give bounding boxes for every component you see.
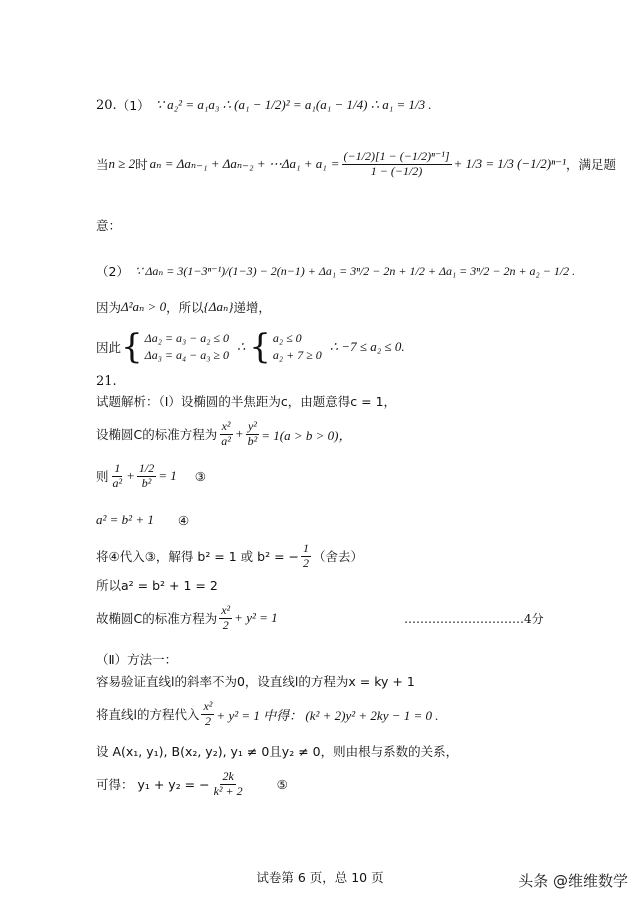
q20-satisfies: ，满足题 xyxy=(565,157,616,173)
q20-therefore: 因此 xyxy=(96,340,122,355)
q20-when-suffix: 时 xyxy=(135,157,148,173)
q21-frac-1-a2: $\frac{1}{\text{a²}}$ xyxy=(112,461,123,490)
q20-part2-line xyxy=(96,262,575,280)
q21-mark-5: ⑤ xyxy=(276,776,288,792)
q20-because-text: 因为 xyxy=(96,300,122,315)
q21-line4-text: a² = b² + 1 xyxy=(96,512,154,527)
q20-conclusion: ∴ −7 ≤ a₂ ≤ 0. xyxy=(329,339,405,354)
q21-line-1 xyxy=(96,392,396,410)
q21-number-line xyxy=(96,374,117,389)
q21-frac-1-2: $\frac{1}{2}$ xyxy=(303,541,309,570)
q20-big-frac-den: 1 − (−1/2) xyxy=(370,163,423,178)
q21-line-8 xyxy=(96,672,415,690)
q21-line9-pre: 将直线l的方程代入 xyxy=(96,707,200,723)
q21-line2-post: = 1(a > b > 0)， xyxy=(261,427,352,443)
q20-because-math: Δ²aₙ > 0 xyxy=(121,299,167,314)
q20-therefore-line: 因此 { Δa₂ = a₃ − a₂ ≤ 0 Δa₃ = a₄ − a₃ ≥ 0 ∴ { a₂ ≤ 0 a₂ + 7 ≥ 0 ∴ −7 ≤ a₂ ≤ 0. xyxy=(96,327,405,367)
q21-line-2: 设椭圆C的标准方程为 $\frac{\text{x²}}{\text{a²}}$ + $\frac{\text{y²}}{\text{b²}}$ = 1(a > b > 0)， xyxy=(96,419,352,448)
q20-because-end: 递增， xyxy=(233,300,271,315)
q20-because-mid: ，所以 xyxy=(166,300,204,315)
q20-when-prefix: 当 xyxy=(96,157,109,173)
q20-system-1 xyxy=(145,330,229,364)
q21-score-dots: …………………………4分 xyxy=(404,612,544,626)
q20-sys2-b: a₂ + 7 ≥ 0 xyxy=(272,348,322,362)
q20-sum-expr: aₙ = Δaₙ₋₁ + Δaₙ₋₂ + ⋯Δa₁ + a₁ xyxy=(149,156,327,172)
q21-line7-pre: 故椭圆C的标准方程为 xyxy=(96,611,218,627)
q21-line7-post: + y² = 1 xyxy=(234,610,278,626)
q20-result: 1/3 (−1/2)ⁿ⁻¹ xyxy=(497,156,566,172)
q21-frac-half-b2: $\frac{1/2}{\text{b²}}$ xyxy=(138,461,155,490)
q20-sys2-a: a₂ ≤ 0 xyxy=(272,331,302,346)
q21-mark-3: ③ xyxy=(194,468,206,484)
q21-line11-pre: 可得： y₁ + y₂ = − xyxy=(96,777,210,793)
q20-sys1-a: Δa₂ = a₃ − a₂ ≤ 0 xyxy=(144,331,229,346)
q20-big-fraction xyxy=(342,150,452,179)
q21-line-6 xyxy=(96,576,218,594)
q20-part2-expr: ∵ Δaₙ = 3(1−3ⁿ⁻¹)/(1−3) − 2(n−1) + Δa₁ = 3ⁿ/2 − 2n + 1/2 + Δa₁ = 3ⁿ/2 − 2n + a₂ − 1/2 . xyxy=(134,263,576,278)
q21-line-5 xyxy=(96,542,363,571)
q21-frac-y2-b2: $\frac{\text{y²}}{\text{b²}}$ xyxy=(247,419,258,448)
q20-when-cond: n ≥ 2 xyxy=(108,156,136,172)
q21-line-11 xyxy=(96,770,288,799)
q21-frac-2k xyxy=(212,770,245,799)
q21-line-10 xyxy=(96,742,458,760)
q20-plus-third: + 1/3 = xyxy=(453,156,495,172)
q21-line-9 xyxy=(96,700,439,729)
q21-number: 21. xyxy=(96,374,117,389)
q20-system-2 xyxy=(273,330,322,364)
q21-line3-post: = 1 xyxy=(158,468,177,484)
q21-part2-label: （Ⅱ）方法一： xyxy=(96,652,178,667)
q21-line2-pre: 设椭圆C的标准方程为 xyxy=(96,427,218,443)
q20-because-set: {Δaₙ} xyxy=(203,299,234,314)
q20-part1-line xyxy=(96,96,432,114)
q20-yi-line xyxy=(96,216,121,234)
q21-mark-4: ④ xyxy=(177,512,190,528)
q20-because-line xyxy=(96,298,271,316)
q20-part1-label: （1） xyxy=(116,98,150,113)
q20-formula-line: 当 n ≥ 2 时 aₙ = Δaₙ₋₁ + Δaₙ₋₂ + ⋯Δa₁ + a₁ = $\frac{\text{(−1/2)[1 − (−1/2)ⁿ⁻¹]}}{1 - (-1/2)}$ + 1/3 = 1/3 (−1/2)ⁿ⁻¹ ，满足题 xyxy=(96,149,616,178)
q21-part2-line xyxy=(96,650,177,668)
q21-line5-post: （舍去） xyxy=(313,549,364,565)
q21-frac-x2-2b: $\frac{\text{x²}}{2}$ xyxy=(203,699,213,728)
q21-frac11-num: 2k xyxy=(222,769,234,783)
q21-frac11-den: k² + 2 xyxy=(213,783,243,798)
q21-line9-post: + y² = 1 中得： (k² + 2)y² + 2ky − 1 = 0 . xyxy=(216,707,439,723)
q20-part1-math: ∵ a₂² = a₁a₃ ∴ (a₁ − 1/2)² = a₁(a₁ − 1/4) ∴ a₁ = 1/3 . xyxy=(155,97,432,112)
q21-line3-pre: 则 xyxy=(96,469,109,485)
q21-line5-pre: 将④代入③，解得 b² = 1 或 b² = − xyxy=(96,549,299,565)
q20-number: 20. xyxy=(96,97,117,113)
q21-line6-text: 所以a² = b² + 1 = 2 xyxy=(96,578,218,593)
q21-frac-x2-a2: $\frac{\text{x²}}{\text{a²}}$ xyxy=(221,419,231,448)
q20-big-frac-num: (−1/2)[1 − (−1/2)ⁿ⁻¹] xyxy=(343,149,450,163)
q21-line1-text: 试题解析：（Ⅰ）设椭圆的半焦距为c，由题意得c = 1， xyxy=(96,394,397,409)
q21-line8-text: 容易验证直线l的斜率不为0，设直线l的方程为x = ky + 1 xyxy=(96,674,415,689)
q21-line-3: 则 $\frac{1}{\text{a²}}$ + $\frac{1/2}{\text{b²}}$ = 1 ③ xyxy=(96,461,206,490)
q20-yi: 意： xyxy=(96,218,122,233)
q21-line-7 xyxy=(96,604,278,633)
q20-sys1-b: Δa₃ = a₄ − a₃ ≥ 0 xyxy=(144,348,229,362)
q21-line10-text: 设 A(x₁, y₁), B(x₂, y₂), y₁ ≠ 0且y₂ ≠ 0，则由根与系数的关系， xyxy=(96,744,459,759)
q21-line-4 xyxy=(96,512,189,528)
watermark: 头条 @维维数学 xyxy=(518,872,628,890)
q21-frac-x2-2: $\frac{\text{x²}}{2}$ xyxy=(221,603,231,632)
q20-part2-label: （2） xyxy=(96,264,129,279)
page-footer: 试卷第 6 页，总 10 页 xyxy=(256,870,384,885)
